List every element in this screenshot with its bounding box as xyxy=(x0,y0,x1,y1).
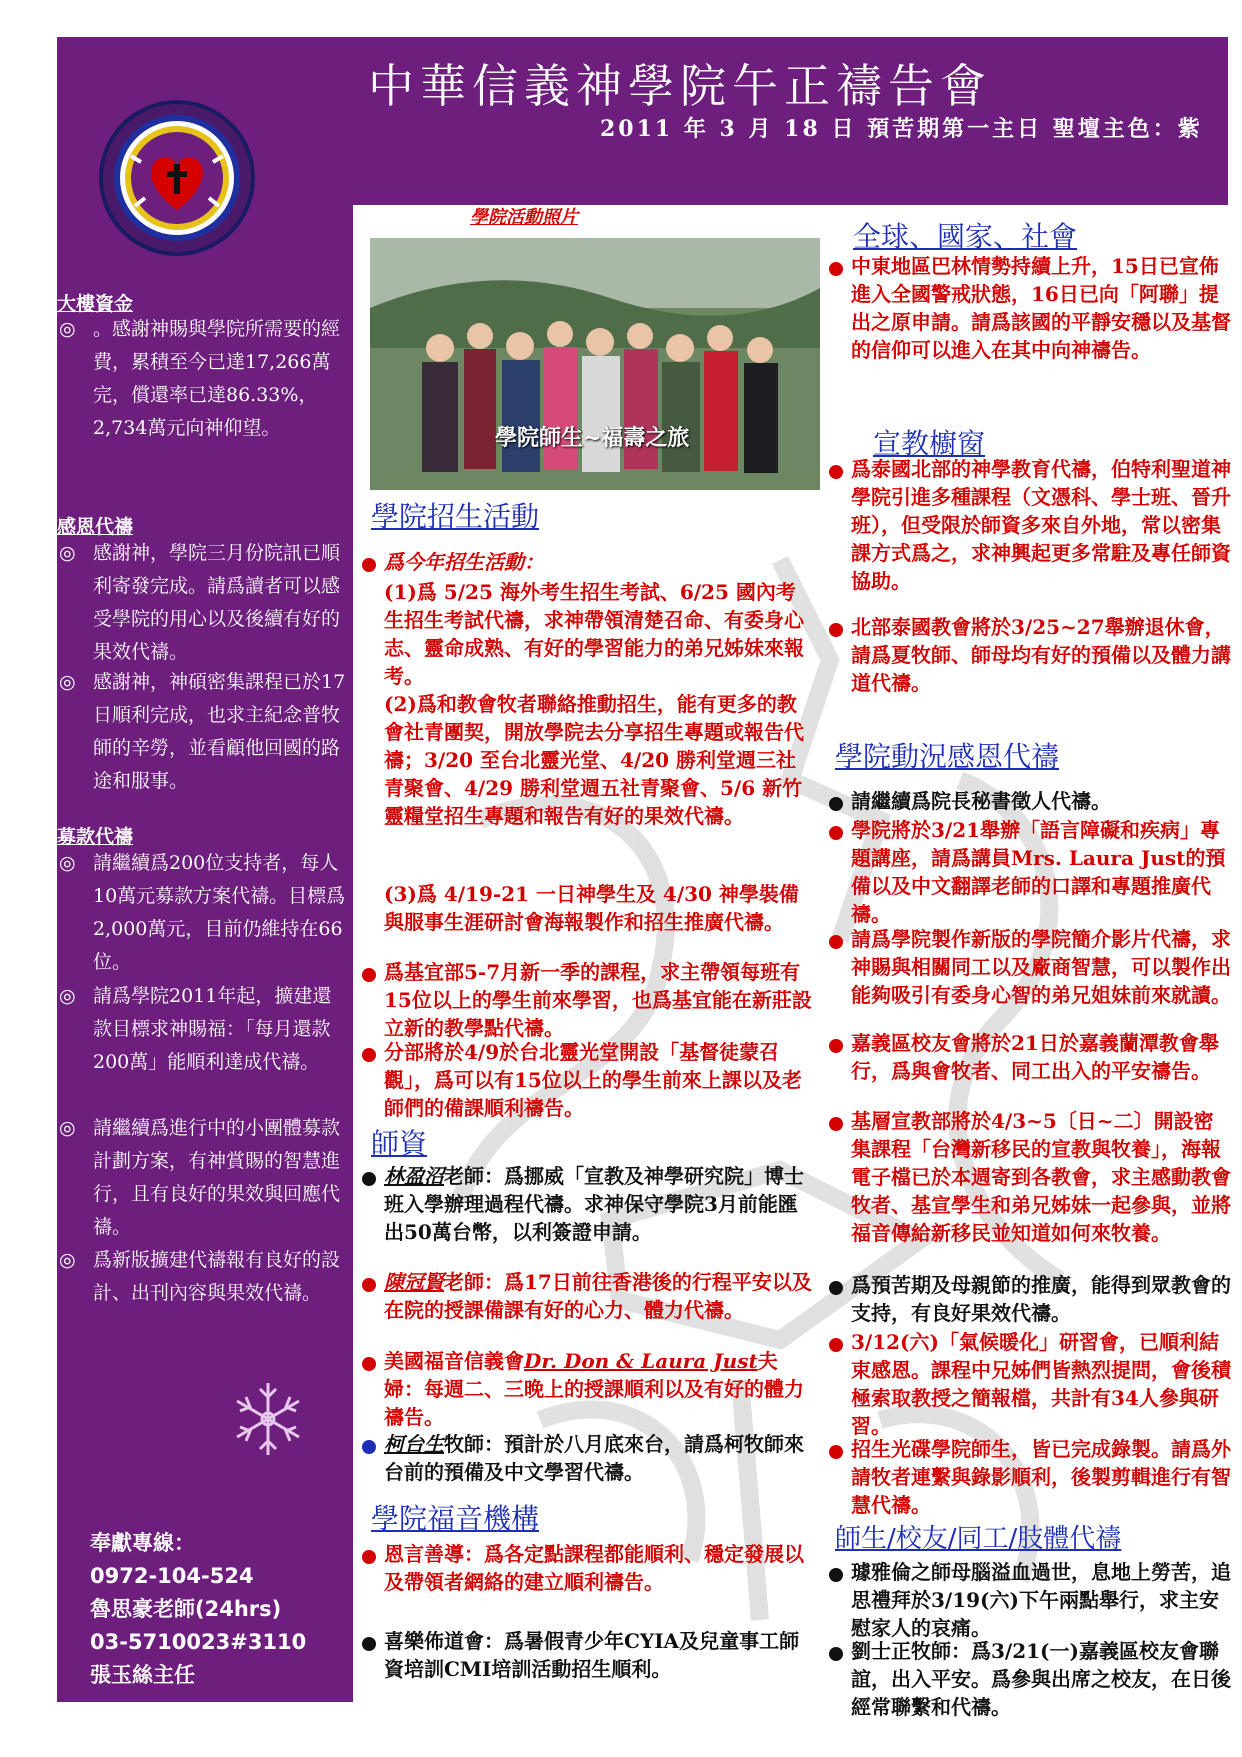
page-title: 中華信義神學院午正禱告會 xyxy=(368,59,992,113)
list-item: 招生光碟學院師生，皆已完成錄製。請爲外請牧者連繫與錄影順利，後製剪輯進行有智慧代禱。 xyxy=(851,1437,1231,1517)
list-item: ◎ 請繼續爲進行中的小團體募款計劃方案，有神賞賜的智慧進行，且有良好的果效與回應代禱。 xyxy=(57,1112,353,1244)
list-item: 喜樂佈道會：爲暑假青少年CYIA及兒童事工師資培訓CMI培訓活動招生順利。 xyxy=(384,1629,800,1681)
list-item-sub: (3)爲 4/19-21 一日神學生及 4/30 神學裝備與服事生涯研討會海報製作和招生推廣代禱。 xyxy=(384,882,799,934)
bullet-icon xyxy=(829,1647,843,1661)
section-heading-missions: 宣教櫥窗 xyxy=(873,427,986,460)
group-photo xyxy=(370,238,820,490)
bullet-icon xyxy=(829,1281,843,1295)
snowflake-icon xyxy=(228,1379,308,1459)
list-item: 柯台生牧師：預計於八月底來台，請爲柯牧師來台前的預備及中文學習代禱。 xyxy=(384,1432,804,1484)
list-item: ◎ 請繼續爲200位支持者，每人10萬元募款方案代禱。目標爲2,000萬元，目前仍維持在66位。 xyxy=(57,847,353,979)
section-heading-faculty: 師資 xyxy=(371,1127,428,1160)
luther-seal-logo xyxy=(97,98,257,258)
bullet-icon xyxy=(362,1440,376,1454)
list-item: 中東地區巴林情勢持續上升，15日已宣佈進入全國警戒狀態，16日已向「阿聯」提出之原申請。請爲該國的平靜安穩以及基督的信仰可以進入在其中向神禱告。 xyxy=(851,254,1231,362)
bullet-icon xyxy=(829,1039,843,1053)
list-item: 爲預苦期及母親節的推廣，能得到眾教會的支持，有良好果效代禱。 xyxy=(851,1273,1231,1325)
list-item: 恩言善導：爲各定點課程都能順利、穩定發展以及帶領者網絡的建立順利禱告。 xyxy=(384,1542,804,1594)
bullet-icon xyxy=(362,1550,376,1564)
list-item: 美國福音信義會Dr. Don & Laura Just夫婦：每週二、三晚上的授課順利以及有好的體力禱告。 xyxy=(384,1349,804,1429)
list-item: 劉士正牧師：爲3/21(一)嘉義區校友會聯誼，出入平安。爲參與出席之校友，在日後經常聯繫和代禱。 xyxy=(851,1639,1231,1719)
section-heading-thanksgiving: 感恩代禱 xyxy=(57,516,134,538)
bullet-icon xyxy=(829,262,843,276)
bullet-icon xyxy=(362,1048,376,1062)
section-heading-seminary-news: 學院動況感恩代禱 xyxy=(835,740,1060,773)
list-item-lead: 爲今年招生活動： xyxy=(384,550,544,574)
section-heading-building-fund: 大樓資金 xyxy=(57,293,134,315)
bullet-icon xyxy=(829,797,843,811)
list-item: 嘉義區校友會將於21日於嘉義蘭潭教會舉行，爲與會牧者、同工出入的平安禱告。 xyxy=(851,1031,1219,1083)
bullet-icon xyxy=(362,1172,376,1186)
bullet-icon xyxy=(362,968,376,982)
list-item: 3/12(六)「氣候暖化」研習會，已順利結束感恩。課程中兄姊們皆熱烈提問，會後積極索取教授之簡報檔，共計有34人參與研習。 xyxy=(851,1330,1231,1438)
section-heading-admissions: 學院招生活動 xyxy=(371,500,540,533)
list-item: 請繼續爲院長秘書徵人代禱。 xyxy=(851,789,1111,813)
section-heading-prayer-requests: 師生/校友/同工/肢體代禱 xyxy=(835,1524,1122,1554)
circle-mark-icon: ◎ xyxy=(59,671,76,693)
list-item: 林盈沼老師：爲挪威「宣教及神學研究院」博士班入學辦理過程代禱。求神保守學院3月前能匯出50萬台幣，以利簽證申請。 xyxy=(384,1164,804,1244)
photo-illustration xyxy=(370,238,820,490)
circle-mark-icon: ◎ xyxy=(59,852,76,874)
bullet-icon xyxy=(829,1338,843,1352)
bullet-icon xyxy=(362,558,376,572)
list-item: ◎ 感謝神，神碩密集課程已於17日順利完成，也求主紀念普牧師的辛勞，並看顧他回國的路途和服事。 xyxy=(57,666,353,798)
section-heading-fundraising: 募款代禱 xyxy=(57,826,134,848)
circle-mark-icon: ◎ xyxy=(59,1117,76,1139)
list-item: ◎ 。感謝神賜與學院所需要的經費，累積至今已達17,266萬完，償還率已達86.33%，2,734萬元向神仰望。 xyxy=(57,313,353,445)
list-item-sub: (2)爲和教會牧者聯絡推動招生，能有更多的教會社青團契，開放學院去分享招生專題或報告代禱；3/20 至台北靈光堂、4/20 勝利堂週三社青聚會、4/29 勝利堂週五社青聚會、5/6 新竹靈糧堂招生專題和報告有好的果效代禱。 xyxy=(384,692,804,828)
list-item: 學院將於3/21舉辦「語言障礙和疾病」專題講座，請爲講員Mrs. Laura Just的預備以及中文翻譯老師的口譯和專題推廣代禱。 xyxy=(851,818,1226,926)
bullet-icon xyxy=(829,1117,843,1131)
contact-phone: 0972-104-524 xyxy=(90,1564,254,1588)
circle-mark-icon: ◎ xyxy=(59,542,76,564)
bullet-icon xyxy=(362,1637,376,1651)
list-item-sub: (1)爲 5/25 海外考生招生考試、6/25 國內考生招生考試代禱，求神帶領清楚召命、有委身心志、靈命成熟、有好的學習能力的弟兄姊妹來報考。 xyxy=(384,580,804,688)
list-item: 爲基宜部5-7月新一季的課程，求主帶領每班有15位以上的學生前來學習，也爲基宜能在新莊設立新的教學點代禱。 xyxy=(384,960,812,1040)
list-item: 爲泰國北部的神學教育代禱，伯特利聖道神學院引進多種課程（文憑科、學士班、晉升班），但受限於師資多來自外地，常以密集課方式爲之，求神興起更多常駐及專任師資協助。 xyxy=(851,457,1231,593)
list-item: 分部將於4/9於台北靈光堂開設「基督徒蒙召觀」，爲可以有15位以上的學生前來上課以及老師們的備課順利禱告。 xyxy=(384,1040,802,1120)
list-item: 基層宣教部將於4/3~5〔日~二〕開設密集課程「台灣新移民的宣教與牧養」，海報電子檔已於本週寄到各教會，求主感動教會牧者、基宣學生和弟兄姊妹一起參與，並將福音傳給新移民並知道如何來牧養。 xyxy=(851,1109,1231,1245)
list-item: 璩雅倫之師母腦溢血過世，息地上勞苦，追思禮拜於3/19(六)下午兩點舉行，求主安慰家人的哀痛。 xyxy=(851,1560,1231,1640)
bullet-icon xyxy=(829,1568,843,1582)
list-item: ◎ 請爲學院2011年起，擴建還款目標求神賜福：「每月還款200萬」能順利達成代禱。 xyxy=(57,980,353,1079)
contact-office-phone: 03-5710023#3110 xyxy=(90,1630,307,1654)
list-item: 北部泰國教會將於3/25~27舉辦退休會，請爲夏牧師、師母均有好的預備以及體力講道代禱。 xyxy=(851,615,1231,695)
list-item: ◎ 感謝神，學院三月份院訊已順利寄發完成。請爲讀者可以感受學院的用心以及後續有好的果效代禱。 xyxy=(57,537,353,669)
photo-caption: 學院師生~福壽之旅 xyxy=(495,426,690,451)
section-heading-world: 全球、國家、社會 xyxy=(853,220,1078,253)
bullet-icon xyxy=(362,1278,376,1292)
donation-contact: 奉獻專線： 0972-104-524 魯思豪老師(24hrs) 03-5710023#3110 張玉絲主任 xyxy=(90,1531,307,1687)
list-item: 陳冠賢老師：爲17日前往香港後的行程平安以及在院的授課備課有好的心力、體力代禱。 xyxy=(384,1270,812,1322)
page-subtitle: 2011 年 3 月 18 日 預苦期第一主日 聖壇主色：紫 xyxy=(600,116,1203,142)
circle-mark-icon: ◎ xyxy=(59,985,76,1007)
list-item: 請爲學院製作新版的學院簡介影片代禱，求神賜與相關同工以及廠商智慧，可以製作出能夠吸引有委身心智的弟兄姐妹前來就讀。 xyxy=(851,927,1231,1007)
list-item: ◎ 爲新版擴建代禱報有良好的設計、出刊內容與果效代禱。 xyxy=(57,1244,353,1310)
bullet-icon xyxy=(829,623,843,637)
circle-mark-icon: ◎ xyxy=(59,1249,76,1271)
bullet-icon xyxy=(362,1357,376,1371)
photo-heading: 學院活動照片 xyxy=(470,207,578,228)
bullet-icon xyxy=(829,1445,843,1459)
section-heading-gospel-agencies: 學院福音機構 xyxy=(371,1502,540,1535)
bullet-icon xyxy=(829,935,843,949)
bullet-icon xyxy=(829,826,843,840)
circle-mark-icon: ◎ xyxy=(59,318,76,340)
bullet-icon xyxy=(829,465,843,479)
